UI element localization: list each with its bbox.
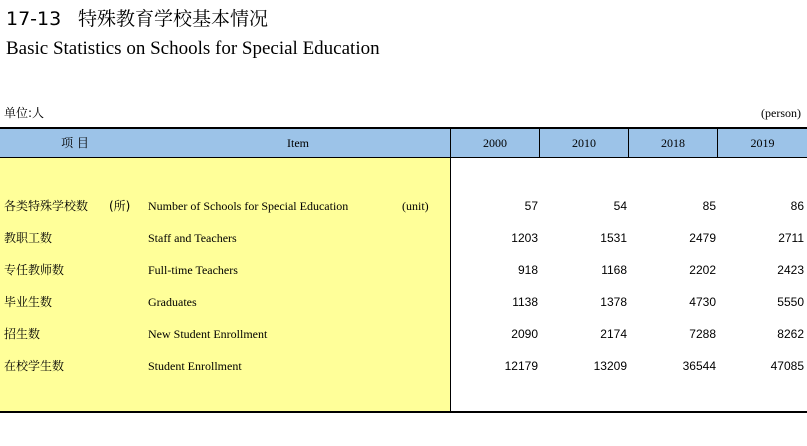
table-row bbox=[0, 228, 807, 248]
row-label-en: Staff and Teachers bbox=[148, 231, 237, 245]
row-label-cn: 教职工数 bbox=[4, 231, 53, 245]
row-label-en: New Student Enrollment bbox=[148, 327, 268, 341]
table-number: 17-13 bbox=[6, 8, 62, 30]
row-unit-cn: (所) bbox=[109, 199, 131, 213]
cell-value: 2202 bbox=[689, 263, 716, 277]
cell-value: 2479 bbox=[689, 231, 716, 245]
row-label-en: Graduates bbox=[148, 295, 197, 309]
cell-value: 1378 bbox=[600, 295, 627, 309]
cell-value: 12179 bbox=[504, 359, 538, 373]
table-row bbox=[0, 292, 807, 312]
table-row bbox=[0, 356, 807, 376]
row-label-cn: 招生数 bbox=[4, 327, 41, 341]
table-row bbox=[0, 324, 807, 344]
cell-value: 8262 bbox=[777, 327, 804, 341]
table-title-cn-text: 特殊教育学校基本情况 bbox=[78, 8, 269, 30]
header-year: 2019 bbox=[750, 136, 775, 150]
cell-value: 1203 bbox=[511, 231, 538, 245]
cell-value: 2423 bbox=[777, 263, 804, 277]
table-title-en: Basic Statistics on Schools for Special Education bbox=[6, 38, 380, 59]
cell-value: 2711 bbox=[778, 231, 804, 245]
cell-value: 1138 bbox=[512, 295, 538, 309]
cell-value: 7288 bbox=[689, 327, 716, 341]
statistics-table bbox=[0, 127, 807, 413]
cell-value: 1168 bbox=[601, 263, 627, 277]
cell-value: 54 bbox=[613, 199, 627, 213]
cell-value: 5550 bbox=[777, 295, 804, 309]
cell-value: 47085 bbox=[770, 359, 804, 373]
cell-value: 918 bbox=[517, 263, 538, 277]
table-bottom-rule bbox=[0, 411, 807, 413]
unit-label-en: (person) bbox=[761, 106, 801, 120]
table-title-cn bbox=[6, 4, 268, 31]
row-label-en: Full-time Teachers bbox=[148, 263, 238, 277]
table-row bbox=[0, 196, 807, 216]
row-label-en: Number of Schools for Special Education bbox=[148, 199, 349, 213]
row-label-en: Student Enrollment bbox=[148, 359, 242, 373]
row-label-cn: 在校学生数 bbox=[4, 359, 65, 373]
header-year: 2018 bbox=[661, 136, 685, 150]
cell-value: 4730 bbox=[689, 295, 716, 309]
header-year: 2010 bbox=[572, 136, 596, 150]
row-unit-en: (unit) bbox=[402, 199, 429, 213]
cell-value: 86 bbox=[790, 199, 804, 213]
header-year: 2000 bbox=[483, 136, 507, 150]
row-label-cn: 专任教师数 bbox=[4, 263, 65, 277]
cell-value: 2090 bbox=[511, 327, 538, 341]
cell-value: 2174 bbox=[600, 327, 627, 341]
unit-label-cn: 单位:人 bbox=[4, 106, 45, 120]
cell-value: 57 bbox=[524, 199, 538, 213]
table-row bbox=[0, 260, 807, 280]
row-label-cn: 毕业生数 bbox=[4, 295, 53, 309]
cell-value: 85 bbox=[702, 199, 716, 213]
row-label-cn: 各类特殊学校数 bbox=[4, 199, 89, 213]
header-item-cn: 项 目 bbox=[61, 136, 89, 150]
cell-value: 1531 bbox=[600, 231, 627, 245]
cell-value: 36544 bbox=[682, 359, 716, 373]
header-item-en: Item bbox=[287, 136, 309, 150]
cell-value: 13209 bbox=[593, 359, 627, 373]
